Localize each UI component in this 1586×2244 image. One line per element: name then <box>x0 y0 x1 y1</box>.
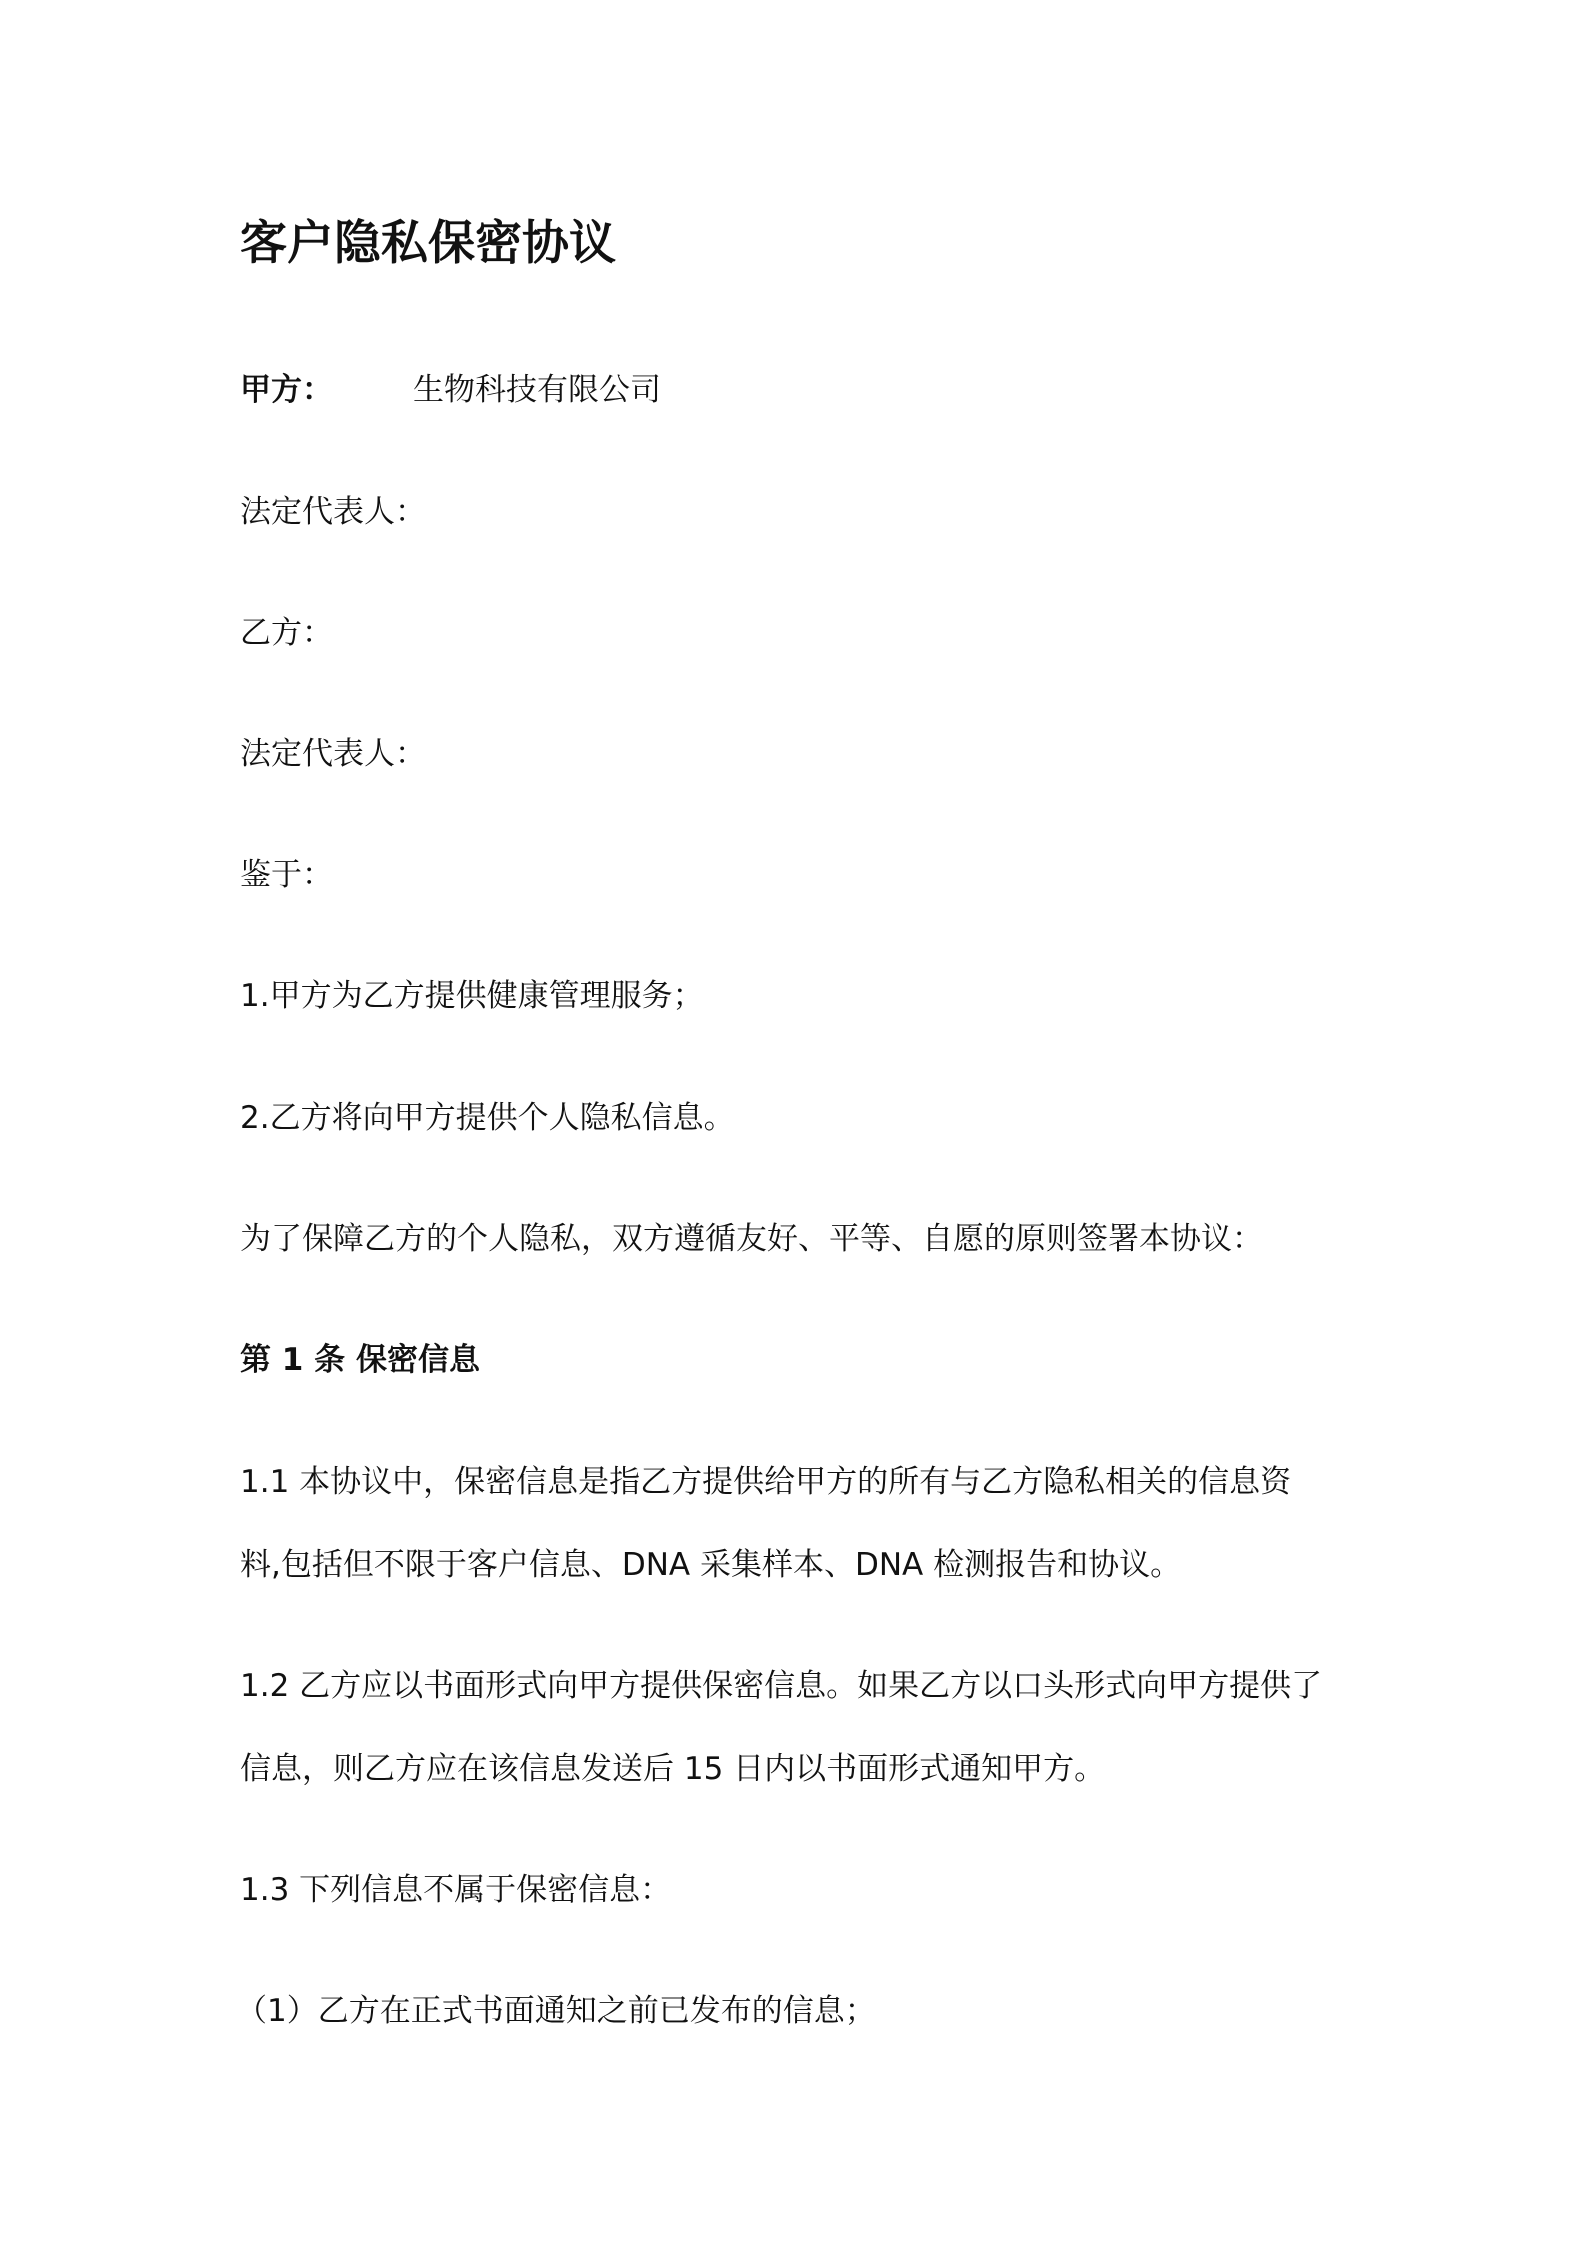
party-a-row <box>240 370 333 410</box>
document-title: 客户隐私保密协议 <box>240 216 616 271</box>
clause-1-1-line-2: 料,包括但不限于客户信息、DNA 采集样本、DNA 检测报告和协议。 <box>240 1547 1182 1583</box>
recital-1: 1.甲方为乙方提供健康管理服务； <box>240 978 704 1014</box>
clause-1-3: 1.3 下列信息不属于保密信息： <box>240 1872 672 1908</box>
clause-1-3-item-1: （1）乙方在正式书面通知之前已发布的信息； <box>236 1993 876 2029</box>
clause-1-1-line-1: 1.1 本协议中，保密信息是指乙方提供给甲方的所有与乙方隐私相关的信息资 <box>240 1464 1292 1500</box>
clause-1-2-line-2: 信息，则乙方应在该信息发送后 15 日内以书面形式通知甲方。 <box>240 1751 1106 1787</box>
legal-rep-a-label: 法定代表人： <box>240 494 426 530</box>
article-1-heading: 第 1 条 保密信息 <box>240 1342 480 1378</box>
purpose-statement: 为了保障乙方的个人隐私，双方遵循友好、平等、自愿的原则签署本协议： <box>240 1221 1263 1257</box>
clause-1-2-line-1: 1.2 乙方应以书面形式向甲方提供保密信息。如果乙方以口头形式向甲方提供了 <box>240 1668 1323 1704</box>
party-b-label: 乙方： <box>240 615 333 651</box>
whereas-label: 鉴于： <box>240 857 333 893</box>
recital-2: 2.乙方将向甲方提供个人隐私信息。 <box>240 1100 735 1136</box>
legal-rep-b-label: 法定代表人： <box>240 736 426 772</box>
party-a-label: 甲方： <box>240 372 333 408</box>
party-a-name: 生物科技有限公司 <box>413 372 661 408</box>
